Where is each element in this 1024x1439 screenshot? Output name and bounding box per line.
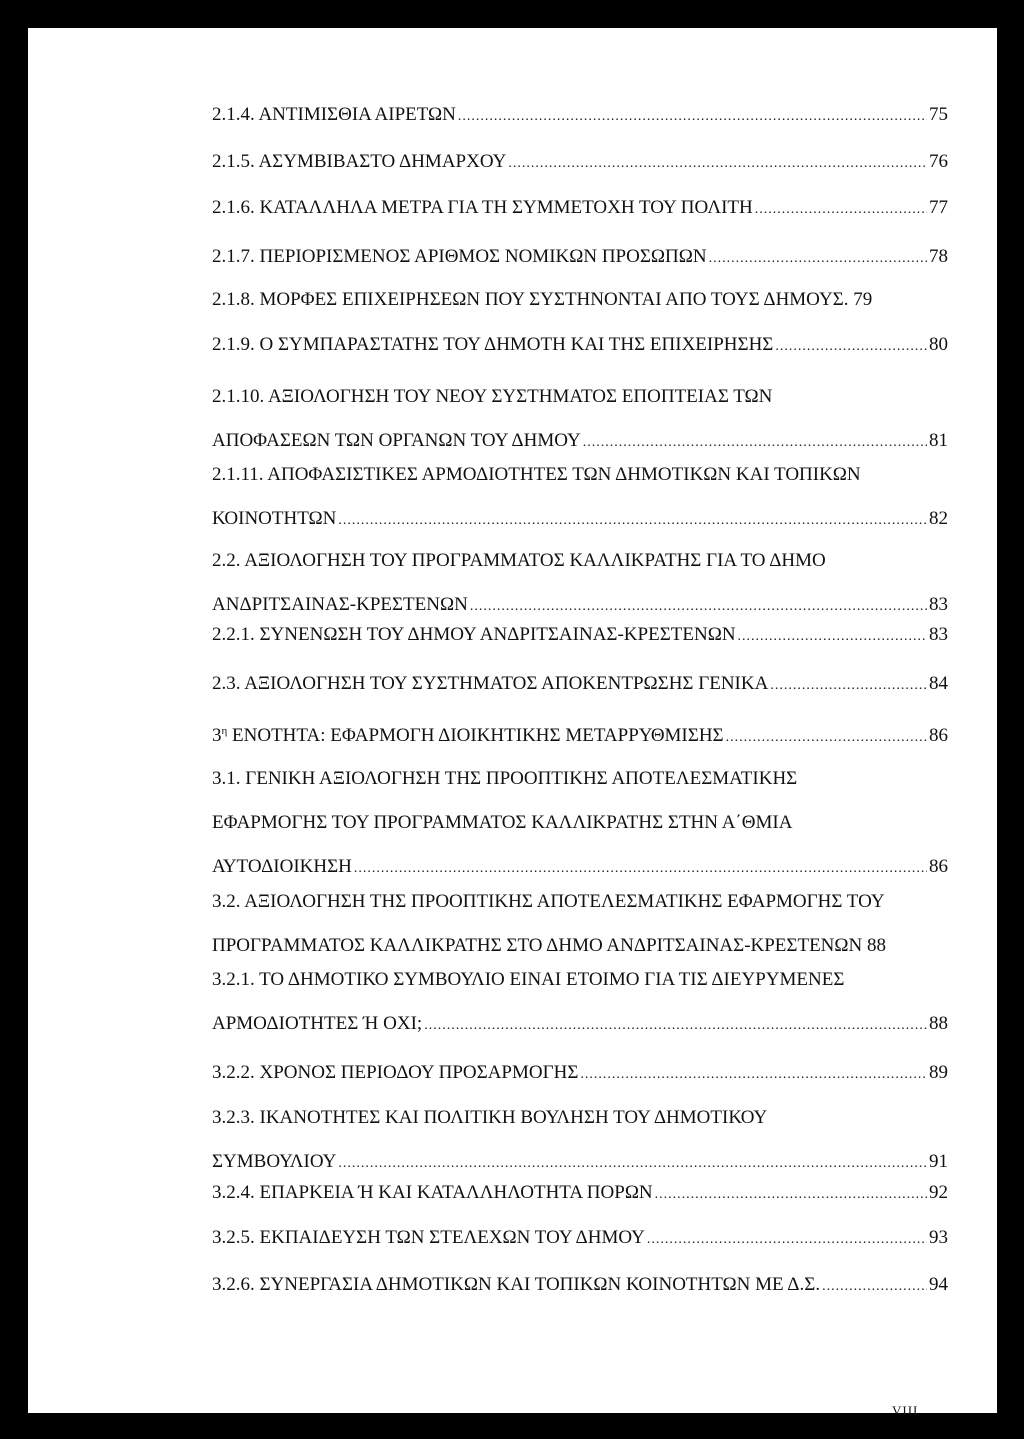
toc-page-number: 81: [929, 430, 948, 451]
toc-dot-leader: [726, 725, 927, 751]
toc-page-number: 80: [929, 334, 948, 355]
toc-entry-title: 2.1.8. ΜΟΡΦΕΣ ΕΠΙΧΕΙΡΗΣΕΩΝ ΠΟΥ ΣΥΣΤΗΝΟΝΤΑΙ ΑΠΟ ΤΟΥΣ ΔΗΜΟΥΣ. 79: [212, 289, 873, 310]
toc-entry-title: 2.1.7. ΠΕΡΙΟΡΙΣΜΕΝΟΣ ΑΡΙΘΜΟΣ ΝΟΜΙΚΩΝ ΠΡΟΣΩΠΩΝ: [212, 246, 707, 267]
toc-entry-title: ΠΡΟΓΡΑΜΜΑΤΟΣ ΚΑΛΛΙΚΡΑΤΗΣ ΣΤΟ ΔΗΜΟ ΑΝΔΡΙΤΣΑΙΝΑΣ-ΚΡΕΣΤΕΝΩΝ 88: [212, 935, 886, 956]
toc-entry-title: 3.2. ΑΞΙΟΛΟΓΗΣΗ ΤΗΣ ΠΡΟΟΠΤΙΚΗΣ ΑΠΟΤΕΛΕΣΜΑΤΙΚΗΣ ΕΦΑΡΜΟΓΗΣ ΤΟΥ: [212, 891, 885, 912]
toc-dot-leader: [583, 430, 927, 456]
toc-dot-leader: [770, 673, 927, 699]
toc-page-number: 84: [929, 673, 948, 694]
toc-dot-leader: [822, 1274, 927, 1300]
toc-page-number: 88: [929, 1013, 948, 1034]
toc-page-number: 75: [929, 104, 948, 125]
toc-entry-title: 2.1.6. ΚΑΤΑΛΛΗΛΑ ΜΕΤΡΑ ΓΙΑ ΤΗ ΣΥΜΜΕΤΟΧΗ ΤΟΥ ΠΟΛΙΤΗ: [212, 197, 753, 218]
toc-page-number: 86: [929, 725, 948, 746]
toc-page-number: 94: [929, 1274, 948, 1295]
toc-dot-leader: [647, 1227, 927, 1253]
toc-dot-leader: [354, 856, 927, 882]
document-page: [28, 28, 997, 1418]
toc-dot-leader: [580, 1062, 927, 1088]
toc-entry-title: 3.2.1. ΤΟ ΔΗΜΟΤΙΚΟ ΣΥΜΒΟΥΛΙΟ ΕΙΝΑΙ ΕΤΟΙΜΟ ΓΙΑ ΤΙΣ ΔΙΕΥΡΥΜΕΝΕΣ: [212, 969, 845, 990]
toc-entry-title: ΑΠΟΦΑΣΕΩΝ ΤΩΝ ΟΡΓΑΝΩΝ ΤΟΥ ΔΗΜΟΥ: [212, 430, 581, 451]
toc-entry-title: 2.1.10. ΑΞΙΟΛΟΓΗΣΗ ΤΟΥ ΝΕΟΥ ΣΥΣΤΗΜΑΤΟΣ ΕΠΟΠΤΕΙΑΣ ΤΩΝ: [212, 386, 773, 407]
toc-page-number: 83: [929, 594, 948, 615]
toc-dot-leader: [508, 151, 927, 177]
toc-dot-leader: [755, 197, 927, 223]
toc-entry-title: 2.1.11. ΑΠΟΦΑΣΙΣΤΙΚΕΣ ΑΡΜΟΔΙΟΤΗΤΕΣ ΤΩΝ ΔΗΜΟΤΙΚΩΝ ΚΑΙ ΤΟΠΙΚΩΝ: [212, 464, 861, 485]
toc-dot-leader: [709, 246, 927, 272]
toc-entry-title: $3^\eta$ ΕΝΟΤΗΤΑ: ΕΦΑΡΜΟΓΗ ΔΙΟΙΚΗΤΙΚΗΣ ΜΕΤΑΡΡΥΘΜΙΣΗΣ: [212, 725, 724, 746]
toc-entry-title: 2.1.9. Ο ΣΥΜΠΑΡΑΣΤΑΤΗΣ ΤΟΥ ΔΗΜΟΤΗ ΚΑΙ ΤΗΣ ΕΠΙΧΕΙΡΗΣΗΣ: [212, 334, 774, 355]
toc-entry-title: ΑΝΔΡΙΤΣΑΙΝΑΣ-ΚΡΕΣΤΕΝΩΝ: [212, 594, 468, 615]
toc-entry-title: 2.2.1. ΣΥΝΕΝΩΣΗ ΤΟΥ ΔΗΜΟΥ ΑΝΔΡΙΤΣΑΙΝΑΣ-ΚΡΕΣΤΕΝΩΝ: [212, 624, 736, 645]
toc-page-number: 78: [929, 246, 948, 267]
toc-page-number: 89: [929, 1062, 948, 1083]
toc-entry-title: ΚΟΙΝΟΤΗΤΩΝ: [212, 508, 337, 529]
toc-entry-title: ΕΦΑΡΜΟΓΗΣ ΤΟΥ ΠΡΟΓΡΑΜΜΑΤΟΣ ΚΑΛΛΙΚΡΑΤΗΣ ΣΤΗΝ Α΄ΘΜΙΑ: [212, 812, 793, 833]
toc-page-number: 91: [929, 1151, 948, 1172]
toc-entry-title: ΑΡΜΟΔΙΟΤΗΤΕΣ Ή ΟΧΙ;: [212, 1013, 423, 1034]
toc-page-number: 83: [929, 624, 948, 645]
toc-dot-leader: [458, 104, 927, 130]
toc-dot-leader: [470, 594, 927, 620]
toc-entry-title: ΣΥΜΒΟΥΛΙΟΥ: [212, 1151, 337, 1172]
toc-entry-title: 3.2.5. ΕΚΠΑΙΔΕΥΣΗ ΤΩΝ ΣΤΕΛΕΧΩΝ ΤΟΥ ΔΗΜΟΥ: [212, 1227, 645, 1248]
toc-entry-title: 3.2.6. ΣΥΝΕΡΓΑΣΙΑ ΔΗΜΟΤΙΚΩΝ ΚΑΙ ΤΟΠΙΚΩΝ ΚΟΙΝΟΤΗΤΩΝ ΜΕ Δ.Σ.: [212, 1274, 821, 1295]
toc-page-number: 92: [929, 1182, 948, 1203]
toc-entry-title: 2.3. ΑΞΙΟΛΟΓΗΣΗ ΤΟΥ ΣΥΣΤΗΜΑΤΟΣ ΑΠΟΚΕΝΤΡΩΣΗΣ ΓΕΝΙΚΑ: [212, 673, 769, 694]
toc-dot-leader: [738, 624, 927, 650]
toc-entry-title: 2.1.4. ΑΝΤΙΜΙΣΘΙΑ ΑΙΡΕΤΩΝ: [212, 104, 456, 125]
toc-entry-title: 3.1. ΓΕΝΙΚΗ ΑΞΙΟΛΟΓΗΣΗ ΤΗΣ ΠΡΟΟΠΤΙΚΗΣ ΑΠΟΤΕΛΕΣΜΑΤΙΚΗΣ: [212, 768, 798, 789]
toc-dot-leader: [424, 1013, 927, 1039]
toc-page-number: 93: [929, 1227, 948, 1248]
toc-entry-title: 2.1.5. ΑΣΥΜΒΙΒΑΣΤΟ ΔΗΜΑΡΧΟΥ: [212, 151, 507, 172]
toc-page-number: 77: [929, 197, 948, 218]
toc-entry-title: 2.2. ΑΞΙΟΛΟΓΗΣΗ ΤΟΥ ΠΡΟΓΡΑΜΜΑΤΟΣ ΚΑΛΛΙΚΡΑΤΗΣ ΓΙΑ ΤΟ ΔΗΜΟ: [212, 550, 826, 571]
toc-dot-leader: [775, 334, 927, 360]
toc-entry-title: 3.2.4. ΕΠΑΡΚΕΙΑ Ή ΚΑΙ ΚΑΤΑΛΛΗΛΟΤΗΤΑ ΠΟΡΩΝ: [212, 1182, 653, 1203]
toc-page-number: 76: [929, 151, 948, 172]
toc-dot-leader: [338, 508, 927, 534]
toc-entry-title: 3.2.3. ΙΚΑΝΟΤΗΤΕΣ ΚΑΙ ΠΟΛΙΤΙΚΗ ΒΟΥΛΗΣΗ ΤΟΥ ΔΗΜΟΤΙΚΟΥ: [212, 1107, 768, 1128]
toc-dot-leader: [655, 1182, 927, 1208]
toc-page-number: 86: [929, 856, 948, 877]
toc-entry-title: 3.2.2. ΧΡΟΝΟΣ ΠΕΡΙΟΔΟΥ ΠΡΟΣΑΡΜΟΓΗΣ: [212, 1062, 579, 1083]
toc-page-number: 82: [929, 508, 948, 529]
toc-entry-title: ΑΥΤΟΔΙΟΙΚΗΣΗ: [212, 856, 352, 877]
toc-dot-leader: [338, 1151, 927, 1177]
page-number-folio: VIII: [892, 1403, 919, 1418]
